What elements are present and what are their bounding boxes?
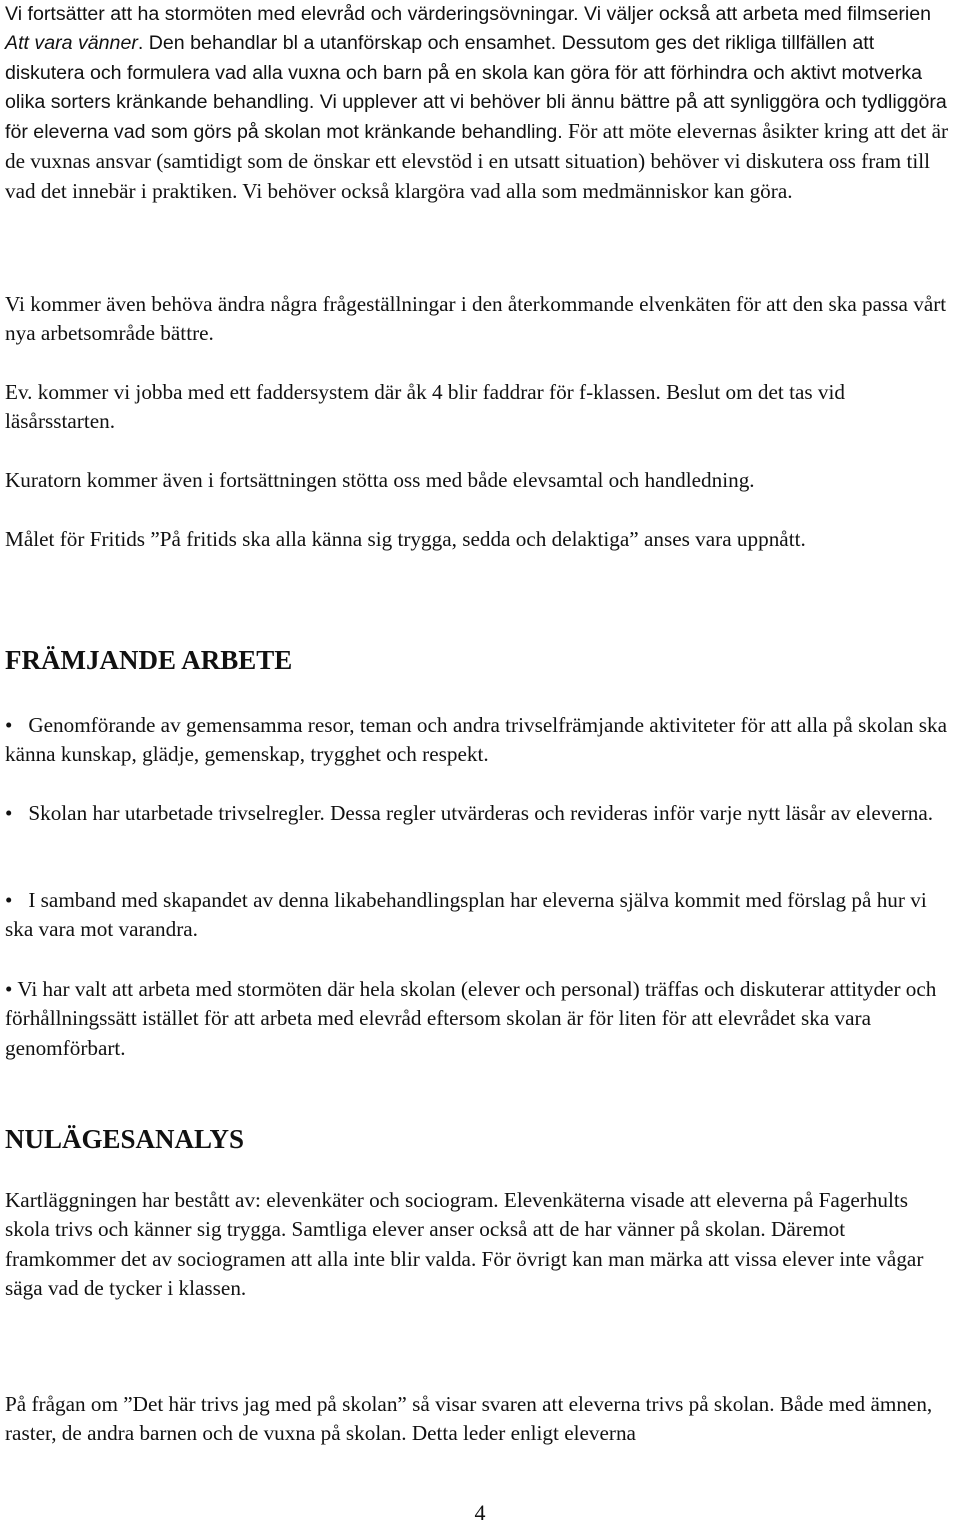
framjande-item-text: Genomförande av gemensamma resor, teman och andra trivselfrämjande aktiviteter för att alla på skolan ska känna kunskap, glädje, gemenskap, trygghet och respekt.: [5, 713, 947, 767]
intro-part3: För att möte elevernas åsikter kring att det är de vuxnas ansvar (samtidigt som de önskar ett elevstöd i en utsatt situation) behöver vi diskutera oss fram till vad det innebär i praktiken. Vi behöver också klargöra vad alla som medmänniskor kan göra.: [5, 119, 949, 203]
framjande-item-text: I samband med skapandet av denna likabehandlingsplan har eleverna själva kommit med förslag på hur vi ska vara mot varandra.: [5, 888, 927, 942]
framjande-heading: FRÄMJANDE ARBETE: [5, 645, 293, 675]
framjande-item: [5, 711, 955, 770]
intro-part2: . Den behandlar bl a utanförskap och ensamhet. Dessutom ges det rikliga tillfällen att diskutera och formulera vad alla vuxna och barn på en skola kan göra för att förhindra och aktivt motverka olika sorters kränkande behandling. Vi upplever att vi behöver bli ännu bättre på att synliggöra och tydliggöra för eleverna vad som görs på skolan mot kränkande behandling.: [5, 32, 947, 144]
page-number: 4: [474, 1500, 486, 1525]
framjande-item: [5, 799, 955, 828]
kurator-paragraph: Kuratorn kommer även i fortsättningen stötta oss med både elevsamtal och handledning.: [5, 468, 755, 492]
framjande-item: [5, 886, 955, 945]
intro-part1: Vi fortsätter att ha stormöten med elevråd och värderingsövningar. Vi väljer också att arbeta med filmserien: [5, 3, 932, 25]
malet-paragraph: Målet för Fritids ”På fritids ska alla känna sig trygga, sedda och delaktiga” anses vara uppnått.: [5, 527, 806, 551]
bullet-icon: •: [5, 888, 13, 912]
fragan-paragraph: På frågan om ”Det här trivs jag med på skolan” så visar svaren att eleverna trivs på skolan. Både med ämnen, raster, de andra barnen och de vuxna på skolan. Detta leder enligt eleverna: [5, 1392, 933, 1446]
framjande-item: [5, 975, 955, 1063]
kartlaggning-paragraph: Kartläggningen har bestått av: elevenkäter och sociogram. Elevenkäterna visade att eleverna på Fagerhults skola trivs och känner sig trygga. Samtliga elever anser också att de har vänner på skolan. Däremot framkommer det av sociogramen att alla inte blir valda. För övrigt kan man märka att vissa elever inte vågar säga vad de tycker i klassen.: [5, 1188, 924, 1300]
nulage-heading: NULÄGESANALYS: [5, 1124, 245, 1154]
intro-paragraph: [5, 0, 955, 206]
bullet-icon: •: [5, 801, 13, 825]
film-title: Att vara vänner: [5, 32, 138, 55]
bullet-icon: •: [5, 713, 13, 737]
enkat-paragraph: Vi kommer även behöva ändra några frågeställningar i den återkommande elvenkäten för att den ska passa vårt nya arbetsområde bättre.: [5, 292, 947, 346]
bullet-icon: •: [5, 977, 13, 1001]
fadder-paragraph: Ev. kommer vi jobba med ett faddersystem där åk 4 blir faddrar för f-klassen. Beslut om det tas vid läsårsstarten.: [5, 380, 846, 434]
framjande-item-text: Vi har valt att arbeta med stormöten där hela skolan (elever och personal) träffas och diskuterar attityder och förhållningssätt istället för att arbeta med elevråd eftersom skolan är för liten för att elevrådet ska vara genomförbart.: [5, 977, 937, 1060]
framjande-item-text: Skolan har utarbetade trivselregler. Dessa regler utvärderas och revideras inför varje nytt läsår av eleverna.: [28, 801, 934, 825]
